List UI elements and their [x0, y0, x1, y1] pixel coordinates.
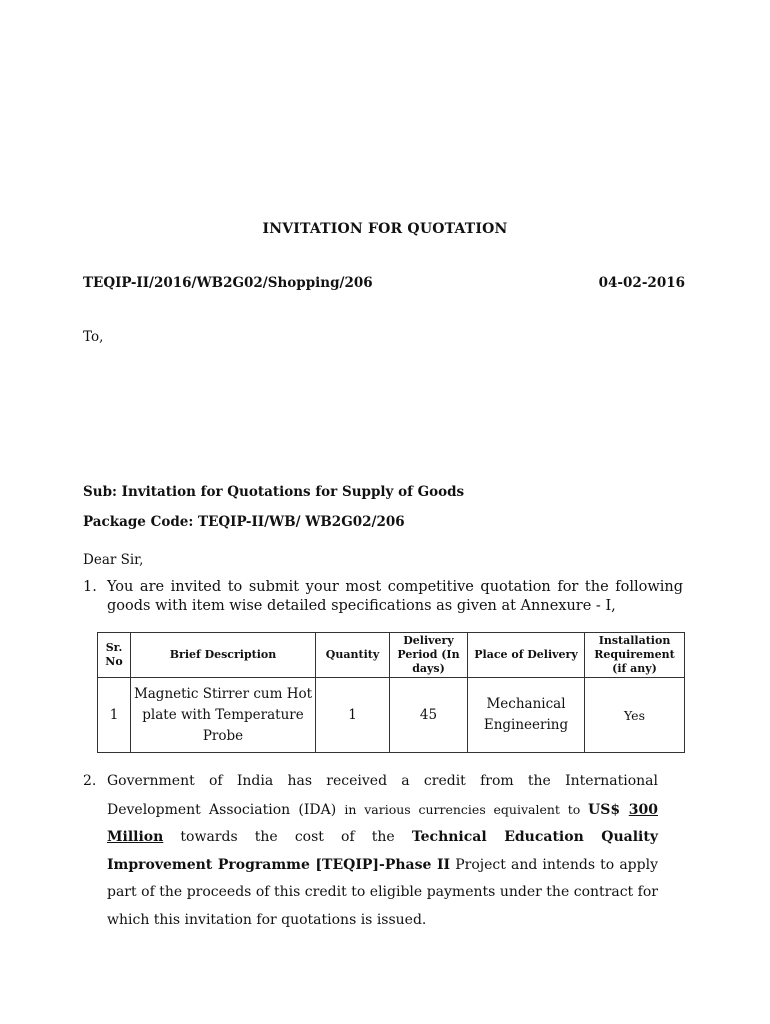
paragraph-text [107, 768, 658, 934]
subject-line: Sub: Invitation for Quotations for Supply of Goods [83, 484, 465, 500]
header-quantity: Quantity [316, 633, 390, 678]
text-run: towards the cost of the [163, 829, 412, 845]
document-title: INVITATION FOR QUOTATION [262, 221, 508, 237]
cell-sr-no: 1 [98, 678, 131, 753]
reference-number: TEQIP-II/2016/WB2G02/Shopping/206 [83, 275, 373, 291]
cell-quantity: 1 [316, 678, 390, 753]
cell-place-of-delivery: Mechanical Engineering [468, 678, 585, 753]
paragraph-number: 1. [83, 579, 97, 595]
paragraph-number: 2. [83, 773, 97, 789]
salutation: Dear Sir, [83, 552, 144, 568]
table-header-row [98, 633, 685, 678]
table-row [98, 678, 685, 753]
programme-name: Technical Education Quality Improvement Programme [TEQIP]-Phase II [107, 829, 658, 873]
text-run: Government of India has received a credit from the International Development Association (IDA) [107, 773, 658, 818]
addressee-line: To, [83, 329, 104, 345]
text-run: in various currencies equivalent to [344, 801, 589, 817]
header-description: Brief Description [131, 633, 316, 678]
items-table [97, 632, 685, 753]
header-sr-no: Sr. No [98, 633, 131, 678]
paragraph-text: You are invited to submit your most competitive quotation for the following goods with item wise detailed specifications as given at Annexure - I, [107, 579, 683, 614]
currency-label: US$ [588, 801, 629, 818]
text-run: Project and intends to apply part of the proceeds of this credit to eligible payments under the contract for which this invitation for quotations is issued. [107, 856, 658, 928]
cell-delivery-period: 45 [390, 678, 468, 753]
package-code: Package Code: TEQIP-II/WB/ WB2G02/206 [83, 514, 405, 530]
cell-installation: Yes [585, 678, 685, 753]
header-delivery-period: Delivery Period (In days) [390, 633, 468, 678]
cell-description: Magnetic Stirrer cum Hot plate with Temperature Probe [131, 678, 316, 753]
credit-amount: 300 Million [107, 801, 658, 845]
header-place-of-delivery: Place of Delivery [468, 633, 585, 678]
document-date: 04-02-2016 [598, 275, 685, 291]
header-installation: Installation Requirement (if any) [585, 633, 685, 678]
